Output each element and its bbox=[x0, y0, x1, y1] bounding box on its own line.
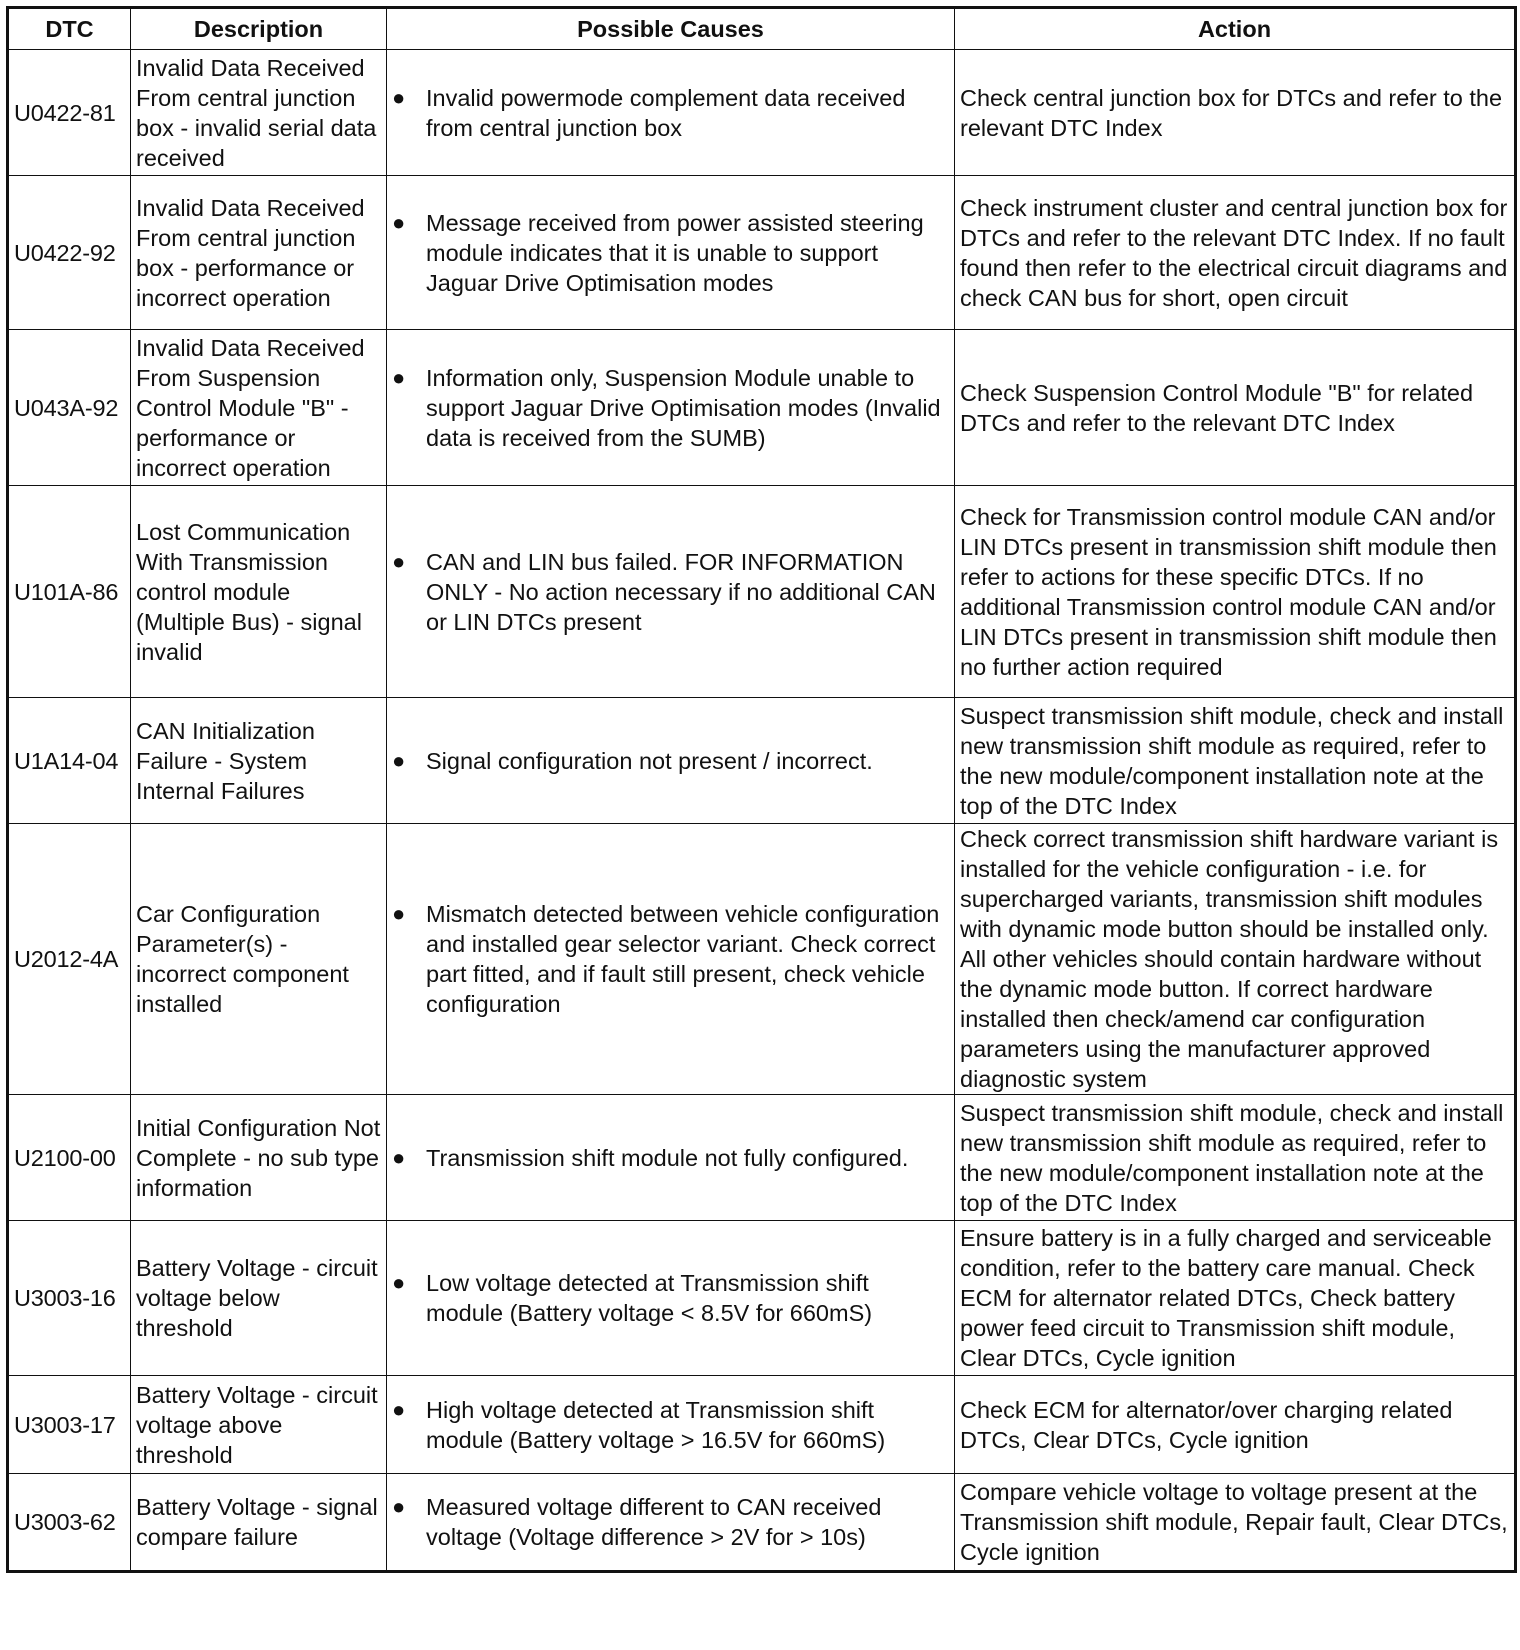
description-cell: CAN Initialization Failure - System Internal Failures bbox=[131, 698, 387, 824]
action-cell: Ensure battery is in a fully charged and serviceable condition, refer to the battery care manual. Check ECM for alternator related DTCs, Check battery power feed circuit to Transmission shift module, Clear DTCs, Cycle ignition bbox=[955, 1221, 1516, 1376]
dtc-code: U3003-62 bbox=[8, 1474, 131, 1572]
cause-item bbox=[392, 1395, 950, 1455]
causes-cell bbox=[387, 824, 955, 1095]
header-description: Description bbox=[131, 8, 387, 50]
table-row bbox=[8, 1221, 1516, 1376]
table-row bbox=[8, 1095, 1516, 1221]
dtc-code: U0422-92 bbox=[8, 176, 131, 330]
action-cell: Check central junction box for DTCs and refer to the relevant DTC Index bbox=[955, 50, 1516, 176]
description-cell: Invalid Data Received From Suspension Control Module "B" - performance or incorrect operation bbox=[131, 330, 387, 486]
description-cell: Invalid Data Received From central junction box - performance or incorrect operation bbox=[131, 176, 387, 330]
description-cell: Car Configuration Parameter(s) - incorrect component installed bbox=[131, 824, 387, 1095]
bullet-icon: ● bbox=[392, 1396, 406, 1422]
action-cell: Check correct transmission shift hardware variant is installed for the vehicle configuration - i.e. for supercharged variants, transmission shift modules with dynamic mode button should be installed only. All other vehicles should contain hardware without the dynamic mode button. If correct hardware installed then check/amend car configuration parameters using the manufacturer approved diagnostic system bbox=[955, 824, 1516, 1095]
cause-text: High voltage detected at Transmission shift module (Battery voltage > 16.5V for 660mS) bbox=[426, 1396, 886, 1453]
bullet-icon: ● bbox=[392, 548, 406, 574]
table-header-row bbox=[8, 8, 1516, 50]
description-cell: Invalid Data Received From central junction box - invalid serial data received bbox=[131, 50, 387, 176]
header-possible-causes: Possible Causes bbox=[387, 8, 955, 50]
cause-text: Mismatch detected between vehicle configuration and installed gear selector variant. Check correct part fitted, and if fault still present, check vehicle configuration bbox=[426, 901, 940, 1017]
description-cell: Lost Communication With Transmission control module (Multiple Bus) - signal invalid bbox=[131, 486, 387, 698]
table-row bbox=[8, 486, 1516, 698]
dtc-code: U043A-92 bbox=[8, 330, 131, 486]
cause-text: Low voltage detected at Transmission shift module (Battery voltage < 8.5V for 660mS) bbox=[426, 1270, 873, 1326]
description-cell: Battery Voltage - circuit voltage below threshold bbox=[131, 1221, 387, 1376]
cause-item bbox=[392, 208, 950, 298]
action-cell: Check instrument cluster and central junction box for DTCs and refer to the relevant DTC Index. If no fault found then refer to the electrical circuit diagrams and check CAN bus for short, open circuit bbox=[955, 176, 1516, 330]
dtc-code: U3003-17 bbox=[8, 1376, 131, 1474]
action-cell: Check for Transmission control module CAN and/or LIN DTCs present in transmission shift module then refer to actions for these specific DTCs. If no additional Transmission control module CAN and/or LIN DTCs present in transmission shift module then no further action required bbox=[955, 486, 1516, 698]
dtc-code: U2100-00 bbox=[8, 1095, 131, 1221]
action-cell: Suspect transmission shift module, check and install new transmission shift module as required, refer to the new module/component installation note at the top of the DTC Index bbox=[955, 698, 1516, 824]
cause-text: Signal configuration not present / incorrect. bbox=[426, 747, 873, 774]
dtc-code: U0422-81 bbox=[8, 50, 131, 176]
cause-text: Transmission shift module not fully configured. bbox=[426, 1144, 909, 1171]
causes-cell bbox=[387, 698, 955, 824]
cause-text: Invalid powermode complement data received from central junction box bbox=[426, 84, 906, 141]
description-cell: Initial Configuration Not Complete - no sub type information bbox=[131, 1095, 387, 1221]
table-row bbox=[8, 50, 1516, 176]
cause-text: CAN and LIN bus failed. FOR INFORMATION ONLY - No action necessary if no additional CAN or LIN DTCs present bbox=[426, 548, 936, 635]
bullet-icon: ● bbox=[392, 1270, 406, 1295]
dtc-table bbox=[6, 6, 1517, 1573]
causes-cell bbox=[387, 50, 955, 176]
action-cell: Check ECM for alternator/over charging related DTCs, Clear DTCs, Cycle ignition bbox=[955, 1376, 1516, 1474]
dtc-code: U3003-16 bbox=[8, 1221, 131, 1376]
cause-item bbox=[392, 746, 950, 776]
header-dtc: DTC bbox=[8, 8, 131, 50]
cause-item bbox=[392, 1268, 950, 1328]
cause-item bbox=[392, 1143, 950, 1173]
cause-text: Message received from power assisted steering module indicates that it is unable to support Jaguar Drive Optimisation modes bbox=[426, 209, 924, 296]
bullet-icon: ● bbox=[392, 1494, 406, 1519]
header-action: Action bbox=[955, 8, 1516, 50]
cause-item bbox=[392, 547, 950, 637]
causes-cell bbox=[387, 486, 955, 698]
cause-text: Measured voltage different to CAN received voltage (Voltage difference > 2V for > 10s) bbox=[426, 1494, 882, 1550]
description-cell: Battery Voltage - signal compare failure bbox=[131, 1474, 387, 1572]
causes-cell bbox=[387, 1474, 955, 1572]
action-cell: Check Suspension Control Module "B" for related DTCs and refer to the relevant DTC Index bbox=[955, 330, 1516, 486]
cause-item bbox=[392, 1492, 950, 1552]
cause-item bbox=[392, 83, 950, 143]
bullet-icon: ● bbox=[392, 84, 406, 110]
table-row bbox=[8, 1474, 1516, 1572]
causes-cell bbox=[387, 1095, 955, 1221]
dtc-code: U1A14-04 bbox=[8, 698, 131, 824]
bullet-icon: ● bbox=[392, 747, 406, 773]
table-row bbox=[8, 824, 1516, 1095]
table-row bbox=[8, 176, 1516, 330]
causes-cell bbox=[387, 1221, 955, 1376]
description-cell: Battery Voltage - circuit voltage above threshold bbox=[131, 1376, 387, 1474]
bullet-icon: ● bbox=[392, 364, 406, 390]
table-row bbox=[8, 1376, 1516, 1474]
table-row bbox=[8, 330, 1516, 486]
cause-item bbox=[392, 363, 950, 453]
dtc-code: U2012-4A bbox=[8, 824, 131, 1095]
action-cell: Compare vehicle voltage to voltage present at the Transmission shift module, Repair fault, Clear DTCs, Cycle ignition bbox=[955, 1474, 1516, 1572]
bullet-icon: ● bbox=[392, 1144, 406, 1170]
causes-cell bbox=[387, 330, 955, 486]
causes-cell bbox=[387, 176, 955, 330]
dtc-code: U101A-86 bbox=[8, 486, 131, 698]
cause-item bbox=[392, 899, 950, 1019]
bullet-icon: ● bbox=[392, 901, 406, 926]
table-row bbox=[8, 698, 1516, 824]
causes-cell bbox=[387, 1376, 955, 1474]
cause-text: Information only, Suspension Module unable to support Jaguar Drive Optimisation modes (Invalid data is received from the SUMB) bbox=[426, 364, 941, 451]
action-cell: Suspect transmission shift module, check and install new transmission shift module as required, refer to the new module/component installation note at the top of the DTC Index bbox=[955, 1095, 1516, 1221]
bullet-icon: ● bbox=[392, 209, 406, 235]
